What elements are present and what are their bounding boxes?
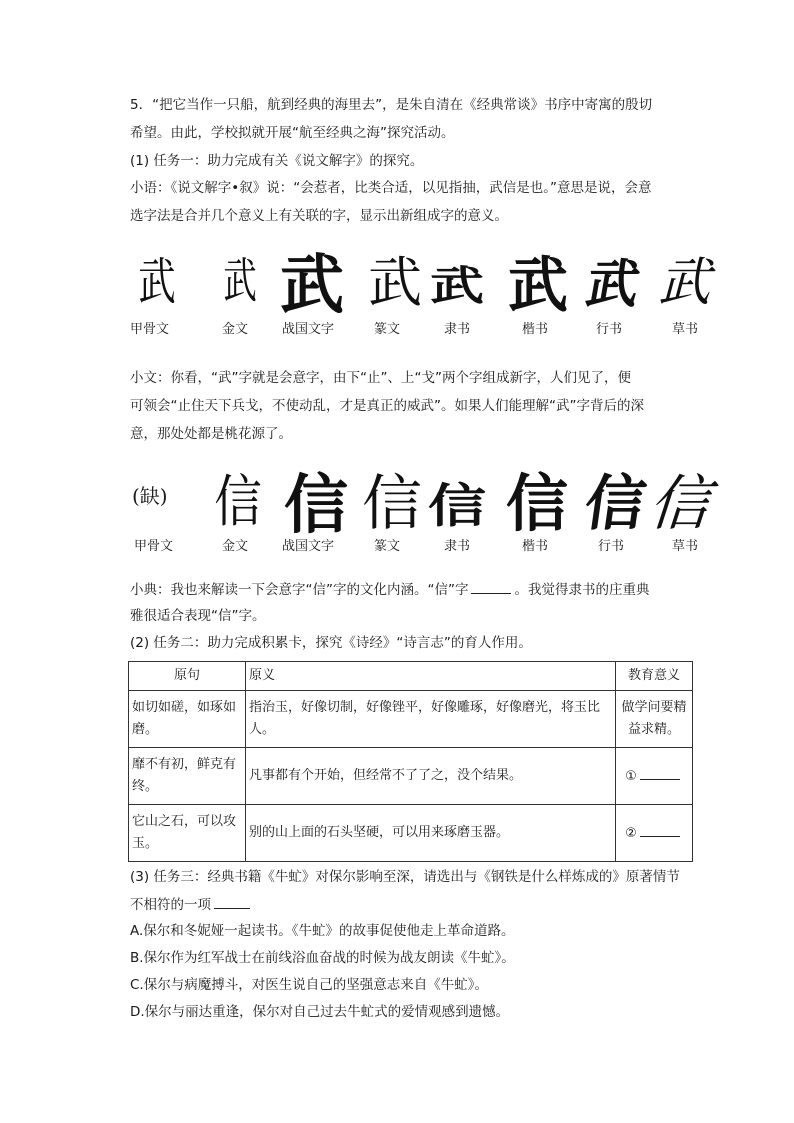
xin-calligraphy-row — [128, 450, 728, 543]
label-clerical: 隶书 — [444, 539, 471, 554]
task-3-line-2 — [130, 894, 695, 915]
task-3-line-1: (3) 任务三：经典书籍《牛虻》对保尔影响至深，请选出与《钢铁是什么样炼成的》原著情节 — [130, 869, 680, 885]
xiaowen-line-2: 可领会“止住天下兵戈，不使动乱，才是真正的威武”。如果人们能理解“武”字背后的深 — [130, 398, 644, 414]
xiaowen-line-1: 小文：你看，“武”字就是会意字，由下“止”、上“戈”两个字组成新字，人们见了，便 — [130, 370, 631, 386]
xin-warring-states-glyph: 信 — [284, 468, 348, 543]
option-a[interactable]: A.保尔和冬妮娅一起读书。《牛虻》的故事促使他走上革命道路。 — [130, 923, 515, 939]
accumulation-card-table — [128, 661, 693, 862]
xin-oracle-missing: (缺) — [132, 484, 168, 508]
row-meaning: 凡事都有个开始，但经常不了了之，没个结果。 — [246, 748, 616, 805]
header-education: 教育意义 — [616, 662, 693, 691]
wu-script-labels — [126, 318, 726, 338]
wu-running-glyph: 武 — [581, 254, 645, 315]
education-blank-2[interactable] — [640, 822, 680, 837]
xin-bronze-glyph: 信 — [214, 470, 262, 535]
blank-marker-1: ① — [625, 768, 637, 784]
option-d[interactable]: D.保尔与丽达重逢，保尔对自己过去牛虻式的爱情观感到遗憾。 — [130, 1004, 510, 1020]
wu-calligraphy-row — [128, 232, 728, 323]
xin-script-labels — [126, 535, 726, 555]
table-header-row — [129, 662, 693, 691]
row-original: 靡不有初，鲜克有终。 — [129, 748, 246, 805]
wu-oracle-glyph: 武 — [138, 253, 176, 311]
xin-seal-glyph: 信 — [362, 469, 422, 539]
label-oracle: 甲骨文 — [130, 322, 170, 337]
xiaodian-line-2: 雅很适合表现“信”字。 — [130, 608, 266, 624]
wu-bronze-glyph: 武 — [223, 253, 257, 309]
task-2-heading: (2) 任务二：助力完成积累卡，探究《诗经》“诗言志”的育人作用。 — [130, 635, 532, 651]
xin-running-glyph: 信 — [580, 469, 651, 539]
xin-meaning-blank[interactable] — [471, 579, 511, 594]
label-clerical: 隶书 — [444, 322, 471, 337]
xiaowen-line-3: 意，那处处都是桃花源了。 — [130, 426, 292, 442]
question-5-line-1: 5．“把它当作一只船，航到经典的海里去”，是朱自清在《经典常谈》书序中寄寓的殷切 — [130, 97, 653, 113]
xiaodian-text-b: 。我觉得隶书的庄重典 — [514, 582, 650, 598]
task-3-answer-blank[interactable] — [214, 894, 250, 909]
option-c[interactable]: C.保尔与病魔搏斗，对医生说自己的坚强意志来自《牛虻》。 — [130, 977, 488, 993]
xiaoyu-line-1: 小语：《说文解字•叙》说：“会惹者，比类合适，以见指抽，武信是也。”意思是说，会意 — [130, 180, 652, 196]
task-3-prompt: 不相符的一项 — [130, 897, 211, 913]
blank-marker-2: ② — [625, 825, 637, 841]
xin-cursive-glyph: 信 — [643, 469, 726, 539]
wu-clerical-glyph: 武 — [430, 261, 484, 310]
label-regular: 楷书 — [522, 322, 549, 337]
xiaodian-text-a: 小典：我也来解读一下会意字“信”字的文化内涵。“信”字 — [130, 582, 469, 598]
xiaodian-line-1 — [130, 579, 695, 600]
label-running: 行书 — [596, 322, 623, 337]
header-original: 原句 — [129, 662, 246, 691]
row-meaning: 别的山上面的石头坚硬，可以用来琢磨玉器。 — [246, 805, 616, 862]
row-education-blank-cell — [616, 805, 693, 862]
label-running: 行书 — [598, 539, 625, 554]
wu-warring-states-glyph: 武 — [280, 248, 344, 323]
row-original: 如切如磋，如琢如磨。 — [129, 691, 246, 748]
header-meaning: 原义 — [246, 662, 616, 691]
table-row — [129, 748, 693, 805]
label-cursive: 草书 — [672, 539, 699, 554]
row-education-blank-cell — [616, 748, 693, 805]
label-warring-states: 战国文字 — [282, 539, 335, 554]
xin-clerical-glyph: 信 — [428, 478, 487, 534]
question-5-line-2: 希望。由此，学校拟就开展“航至经典之海”探究活动。 — [130, 125, 455, 141]
label-seal: 篆文 — [374, 539, 401, 554]
table-row — [129, 691, 693, 748]
row-original: 它山之石，可以攻玉。 — [129, 805, 246, 862]
row-education: 做学问要精益求精。 — [616, 691, 693, 748]
wu-cursive-glyph: 武 — [654, 253, 723, 313]
label-bronze: 金文 — [222, 322, 249, 337]
wu-regular-glyph: 武 — [508, 251, 568, 321]
table-row — [129, 805, 693, 862]
label-oracle: 甲骨文 — [134, 539, 174, 554]
label-regular: 楷书 — [522, 539, 549, 554]
xin-regular-glyph: 信 — [506, 467, 569, 540]
education-blank-1[interactable] — [640, 765, 680, 780]
label-bronze: 金文 — [222, 539, 249, 554]
row-meaning: 指治玉，好像切制，好像锉平，好像雕琢，好像磨光，将玉比人。 — [246, 691, 616, 748]
option-b[interactable]: B.保尔作为红军战士在前线浴血奋战的时候为战友朗读《牛虻》。 — [130, 950, 515, 966]
label-seal: 篆文 — [374, 322, 401, 337]
label-cursive: 草书 — [672, 322, 699, 337]
task-1-heading: (1) 任务一：助力完成有关《说文解字》的探究。 — [130, 153, 424, 169]
wu-seal-glyph: 武 — [368, 251, 422, 314]
label-warring-states: 战国文字 — [282, 322, 335, 337]
xiaoyu-line-2: 选字法是合并几个意义上有关联的字，显示出新组成字的意义。 — [130, 208, 508, 224]
